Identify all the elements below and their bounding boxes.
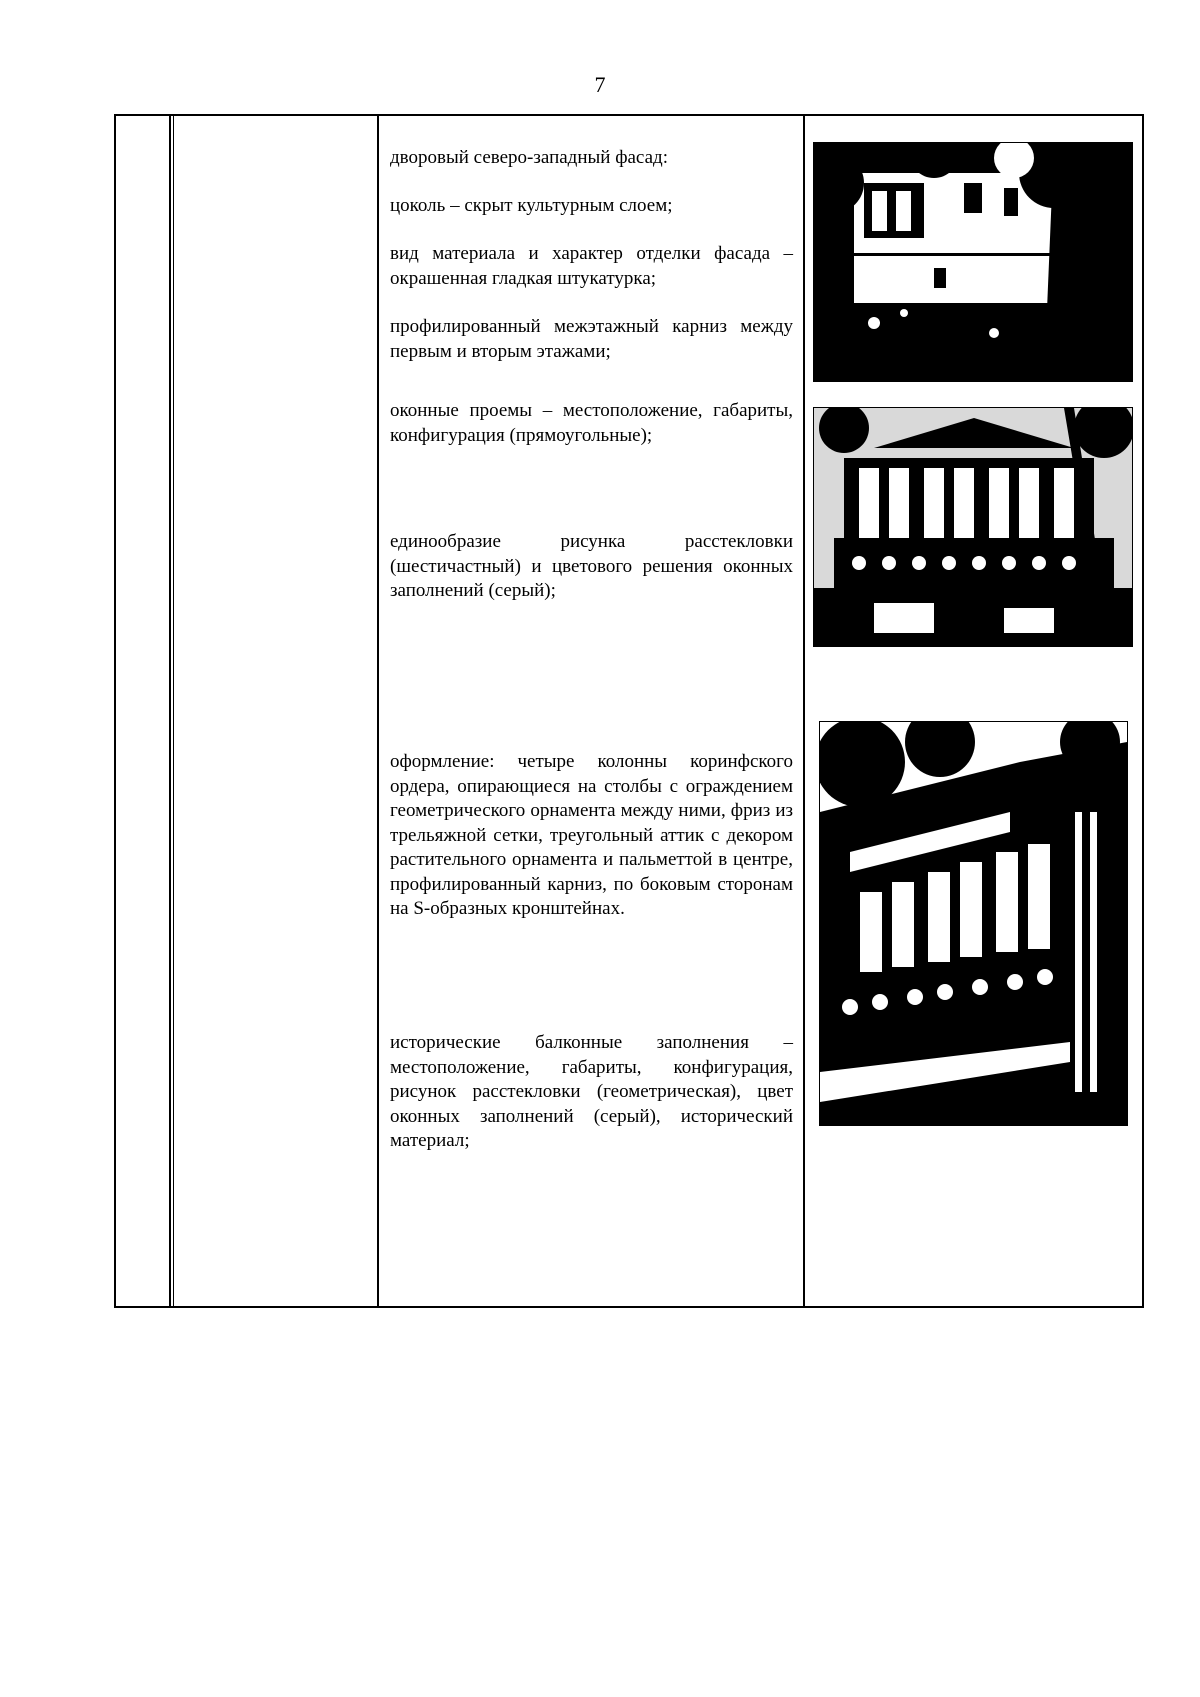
feature-paragraph: оформление: четыре колонны коринфского ордера, опирающиеся на столбы с ограждением геометрического орнамента между ними, фриз из трельяжной сетки, треугольный аттик с декором растительного орнамента и пальметтой в центре, профилированный карниз, по боковым сторонам на S-образных кронштейнах.	[390, 751, 793, 919]
feature-paragraph: единообразие рисунка расстекловки (шестичастный) и цветового решения оконных заполнений (серый);	[390, 531, 793, 601]
column-divider	[173, 116, 174, 1306]
column-divider	[377, 116, 379, 1306]
feature-paragraph: цоколь – скрыт культурным слоем;	[390, 195, 673, 216]
feature-paragraph: профилированный межэтажный карниз между первым и вторым этажами;	[390, 316, 793, 362]
page-number: 7	[594, 72, 606, 97]
feature-paragraph: оконные проемы – местоположение, габариты, конфигурация (прямоугольные);	[390, 400, 793, 446]
facade-photo	[813, 142, 1133, 382]
feature-paragraph: дворовый северо-западный фасад:	[390, 147, 668, 168]
balcony-perspective-photo	[819, 721, 1128, 1126]
feature-paragraph: исторические балконные заполнения – местоположение, габариты, конфигурация, рисунок расстекловки (геометрическая), цвет оконных заполнений (серый), исторический материал;	[390, 1032, 793, 1151]
feature-paragraph: вид материала и характер отделки фасада – окрашенная гладкая штукатурка;	[390, 243, 793, 289]
balcony-photo	[813, 407, 1133, 647]
column-divider	[803, 116, 805, 1306]
column-divider	[169, 116, 171, 1306]
protected-features-table	[114, 114, 1144, 1308]
